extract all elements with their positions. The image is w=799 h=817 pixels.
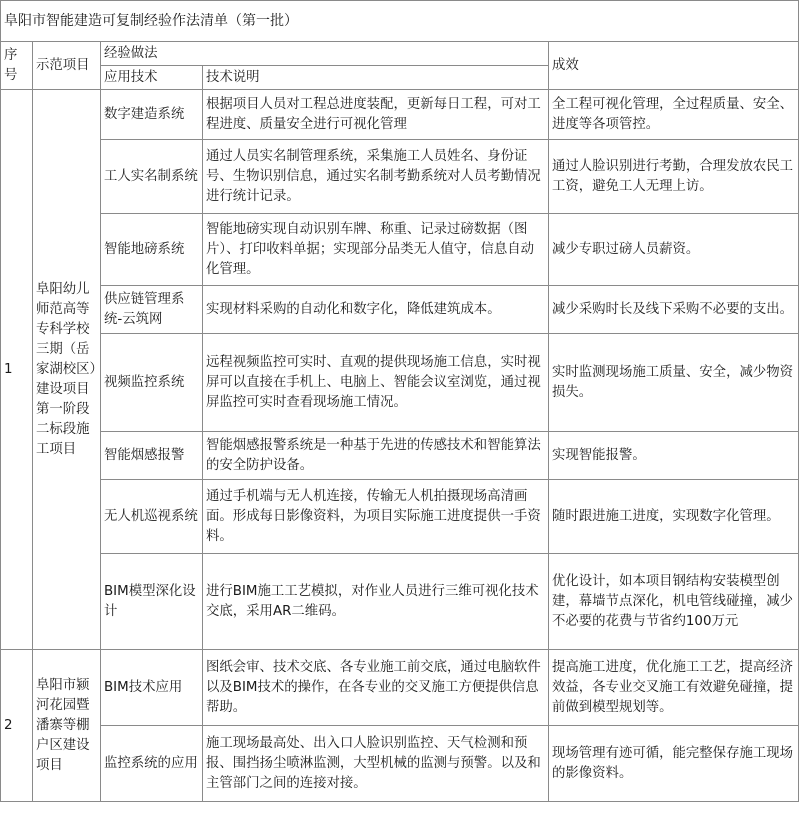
result-cell: 减少采购时长及线下采购不必要的支出。 bbox=[549, 286, 799, 334]
desc-cell: 图纸会审、技术交底、各专业施工前交底，通过电脑软件以及BIM技术的操作，在各专业的交叉施工方便提供信息帮助。 bbox=[203, 650, 549, 726]
table-row bbox=[1, 650, 799, 726]
table-row bbox=[1, 214, 799, 286]
project-name-cell: 阜阳市颍河花园暨潘寨等棚户区建设项目 bbox=[33, 650, 101, 802]
table-row bbox=[1, 334, 799, 432]
tech-cell: BIM技术应用 bbox=[101, 650, 203, 726]
desc-cell: 通过人员实名制管理系统，采集施工人员姓名、身份证号、生物识别信息，通过实名制考勤系统对人员考勤情况进行统计记录。 bbox=[203, 140, 549, 214]
desc-cell: 智能烟感报警系统是一种基于先进的传感技术和智能算法的安全防护设备。 bbox=[203, 432, 549, 480]
result-cell: 通过人脸识别进行考勤，合理发放农民工工资，避免工人无理上访。 bbox=[549, 140, 799, 214]
project-name-cell: 阜阳幼儿师范高等专科学校三期（岳家湖校区）建设项目第一阶段二标段施工项目 bbox=[33, 90, 101, 650]
tech-cell: 数字建造系统 bbox=[101, 90, 203, 140]
table-row bbox=[1, 480, 799, 554]
result-cell: 减少专职过磅人员薪资。 bbox=[549, 214, 799, 286]
table-title: 阜阳市智能建造可复制经验作法清单（第一批） bbox=[1, 1, 799, 42]
desc-cell: 进行BIM施工工艺模拟，对作业人员进行三维可视化技术交底，采用AR二维码。 bbox=[203, 554, 549, 650]
result-cell: 现场管理有迹可循，能完整保存施工现场的影像资料。 bbox=[549, 726, 799, 802]
table-row bbox=[1, 90, 799, 140]
table-row bbox=[1, 140, 799, 214]
tech-cell: 视频监控系统 bbox=[101, 334, 203, 432]
desc-cell: 远程视频监控可实时、直观的提供现场施工信息，实时视屏可以直接在手机上、电脑上、智能会议室浏览，通过视屏监控可实时查看现场施工情况。 bbox=[203, 334, 549, 432]
table-row bbox=[1, 554, 799, 650]
seq-cell: 2 bbox=[1, 650, 33, 802]
desc-cell: 根据项目人员对工程总进度装配，更新每日工程，可对工程进度、质量安全进行可视化管理 bbox=[203, 90, 549, 140]
header-project: 示范项目 bbox=[33, 42, 101, 90]
result-cell: 实现智能报警。 bbox=[549, 432, 799, 480]
tech-cell: 智能烟感报警 bbox=[101, 432, 203, 480]
result-cell: 优化设计，如本项目钢结构安装模型创建，幕墙节点深化，机电管线碰撞，减少不必要的花费与节省约100万元 bbox=[549, 554, 799, 650]
header-result: 成效 bbox=[549, 42, 799, 90]
result-cell: 实时监测现场施工质量、安全，减少物资损失。 bbox=[549, 334, 799, 432]
title-row bbox=[1, 1, 799, 42]
seq-cell: 1 bbox=[1, 90, 33, 650]
desc-cell: 实现材料采购的自动化和数字化，降低建筑成本。 bbox=[203, 286, 549, 334]
tech-cell: 智能地磅系统 bbox=[101, 214, 203, 286]
tech-cell: 无人机巡视系统 bbox=[101, 480, 203, 554]
tech-cell: 监控系统的应用 bbox=[101, 726, 203, 802]
desc-cell: 施工现场最高处、出入口人脸识别监控、天气检测和预报、围挡扬尘喷淋监测，大型机械的监测与预警。以及和主管部门之间的连接对接。 bbox=[203, 726, 549, 802]
desc-cell: 通过手机端与无人机连接，传输无人机拍摄现场高清画面。形成每日影像资料，为项目实际施工进度提供一手资料。 bbox=[203, 480, 549, 554]
result-cell: 全工程可视化管理，全过程质量、安全、进度等各项管控。 bbox=[549, 90, 799, 140]
header-tech-desc: 技术说明 bbox=[203, 66, 549, 90]
result-cell: 随时跟进施工进度，实现数字化管理。 bbox=[549, 480, 799, 554]
tech-cell: BIM模型深化设计 bbox=[101, 554, 203, 650]
tech-cell: 工人实名制系统 bbox=[101, 140, 203, 214]
table-row bbox=[1, 286, 799, 334]
tech-cell: 供应链管理系统-云筑网 bbox=[101, 286, 203, 334]
header-seq: 序号 bbox=[1, 42, 33, 90]
desc-cell: 智能地磅实现自动识别车牌、称重、记录过磅数据（图片）、打印收料单据；实现部分品类无人值守，信息自动化管理。 bbox=[203, 214, 549, 286]
header-row-1 bbox=[1, 42, 799, 66]
header-experience: 经验做法 bbox=[101, 42, 549, 66]
table-row bbox=[1, 726, 799, 802]
header-app-tech: 应用技术 bbox=[101, 66, 203, 90]
table-row bbox=[1, 432, 799, 480]
result-cell: 提高施工进度，优化施工工艺，提高经济效益，各专业交叉施工有效避免碰撞，提前做到模型规划等。 bbox=[549, 650, 799, 726]
